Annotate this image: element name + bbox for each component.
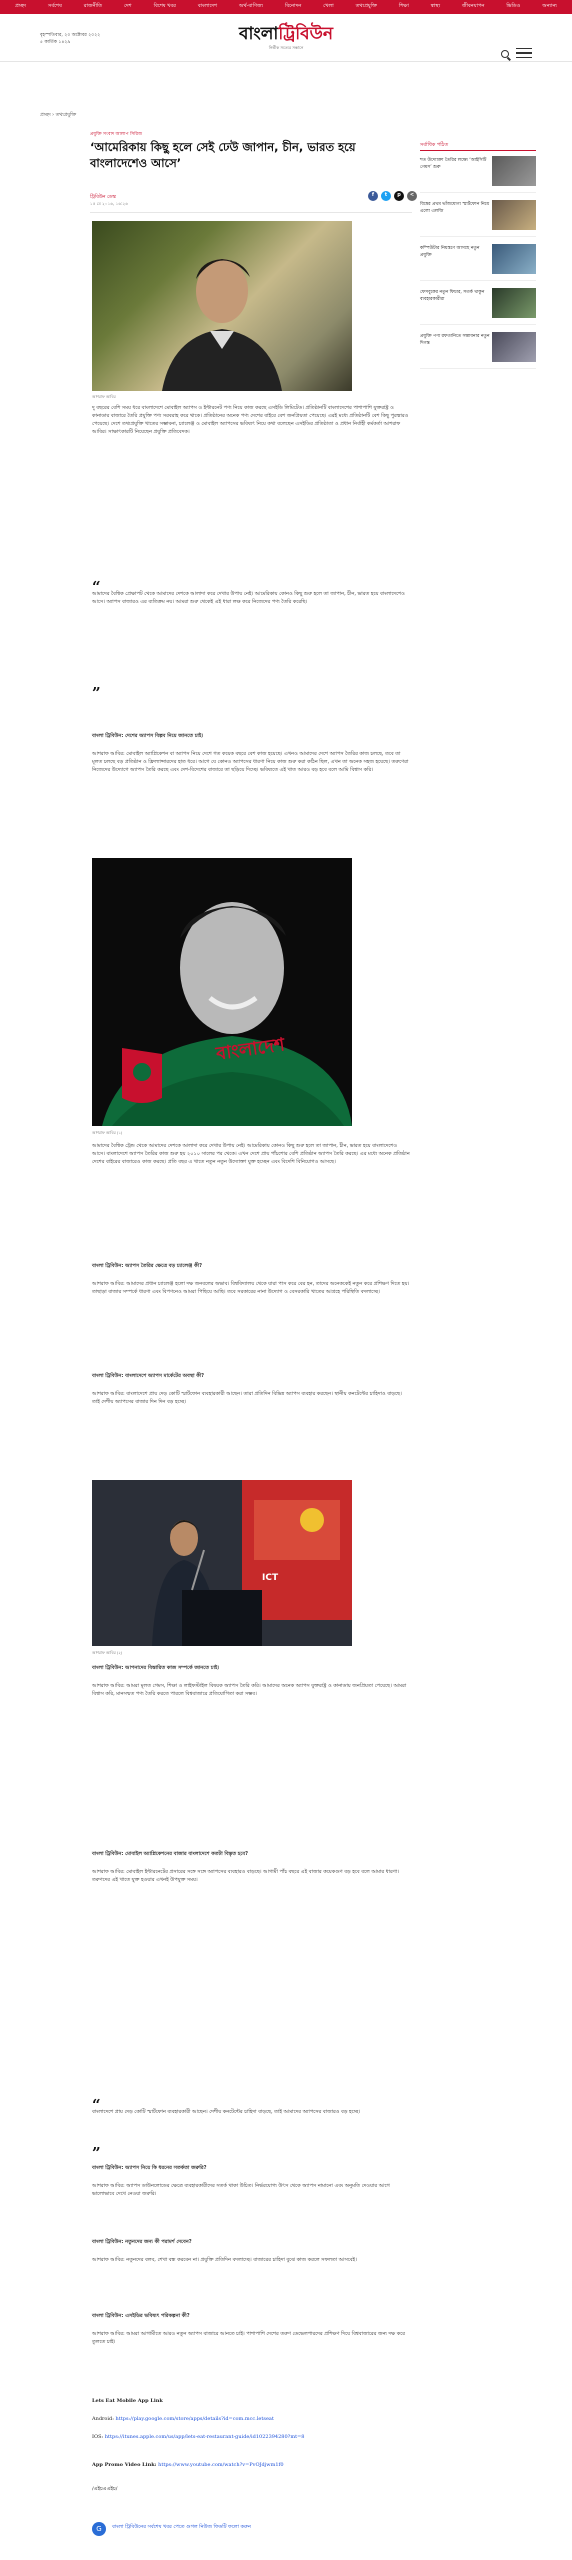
sidebar-news-title[interactable]: ফেসবুকের নতুন ফিচার, সতর্ক থাকুন ব্যবহারকারীরা <box>420 290 485 302</box>
nav-item[interactable]: ভিডিও <box>506 3 521 10</box>
nav-item[interactable]: তথ্যপ্রযুক্তি <box>355 3 377 10</box>
qa-question-6: বাংলা ট্রিবিউন: অ্যাপস নিয়ে কি ধরনের সতর্কতা জরুরি? <box>92 2165 207 2171</box>
divider <box>90 212 412 213</box>
sidebar-news-title[interactable]: বিশ্বের প্রথম ভাঁজযোগ্য স্মার্টফোন নিয়ে এলো এলজি <box>420 202 490 214</box>
article-photo-2 <box>92 858 352 1126</box>
nav-item[interactable]: জীবনযাপন <box>461 3 485 10</box>
date-bangla: ৫ কার্তিক ১৪২৯ <box>40 40 71 46</box>
top-nav <box>0 0 572 14</box>
qa-answer-8: আশরাফ আবির: আমরা আগামীতে আরও নতুন অ্যাপস বাজারে আনতে চাই। পাশাপাশি দেশের তরুণ ডেভেলপারদের প্রশিক্ষণ দিয়ে বিশ্ববাজারের জন্য দক্ষ করে তুলতে চাই। <box>92 2331 405 2346</box>
qa-question-8: বাংলা ট্রিবিউন: এসইডির ভবিষ্যৎ পরিকল্পনা কী? <box>92 2313 190 2319</box>
pull-quote-2: বাংলাদেশে প্রায় দেড় কোটি স্মার্টফোন ব্যবহারকারী আছেন। দেশীয় কনটেন্টের চাহিদা বাড়ছে, তাই আমাদের অ্যাপসের বাজারও বড় হচ্ছে। <box>92 2109 361 2115</box>
quote-open-mark: “ <box>92 578 101 596</box>
sidebar-news-title[interactable]: কম্পিউটার নিয়ন্ত্রণে আসছে নতুন প্রযুক্তি <box>420 246 480 258</box>
sidebar-news-title[interactable]: শত উদ্যোক্তা তৈরির লক্ষ্যে ‘আইসিটি গেমস’ শুরু <box>420 158 487 170</box>
nav-item[interactable]: খেলা <box>323 3 334 10</box>
android-label: Android: <box>92 2416 114 2422</box>
photo-caption-2: আশরাফ আবির (১) <box>92 1130 123 1135</box>
sidebar-news-item[interactable] <box>420 288 536 330</box>
sidebar-thumbnail[interactable] <box>492 200 536 230</box>
nav-item[interactable]: অন্যান্য <box>542 3 557 10</box>
qa-answer-3: আশরাফ আবির: বাংলাদেশে প্রায় দেড় কোটি স্মার্টফোন ব্যবহারকারী আছেন। তারা প্রতিদিন বিভিন্ন অ্যাপস ব্যবহার করছেন। স্থানীয় কনটেন্টের চাহিদাও বাড়ছে। তাই দেশীয় অ্যাপসের বাজার দিন দিন বড় হচ্ছে। <box>92 1391 402 1406</box>
promo-link-row <box>92 2462 410 2470</box>
share-bar <box>368 191 417 201</box>
logo-word-a: বাংলা <box>239 24 279 44</box>
sidebar-thumbnail[interactable] <box>492 156 536 186</box>
quote-close-mark: ” <box>92 684 101 702</box>
photo-caption-3: আশরাফ আবির (২) <box>92 1650 123 1655</box>
sidebar-thumbnail[interactable] <box>492 288 536 318</box>
portrait-illustration <box>92 221 352 391</box>
nav-item[interactable]: অর্থ-বাণিজ্য <box>239 3 263 10</box>
search-icon[interactable] <box>501 50 509 58</box>
qa-question-1: বাংলা ট্রিবিউন: দেশের অ্যাপস বিল্পব নিয়ে জানতে চাই। <box>92 733 204 739</box>
sidebar-thumbnail[interactable] <box>492 332 536 362</box>
nav-item[interactable]: সর্বশেষ <box>48 3 62 10</box>
sidebar-news-item[interactable] <box>420 332 536 374</box>
qa-question-3: বাংলা ট্রিবিউন: বাংলাদেশে অ্যাপস মার্কেটের অবস্থা কী? <box>92 1373 205 1379</box>
ios-link[interactable]: https://itunes.apple.com/us/app/lets-eat-restaurant-guide/id1022394280?mt=8 <box>104 2434 305 2440</box>
article-author[interactable]: ট্রিবিউন ডেস্ক <box>90 195 116 200</box>
nav-item[interactable]: বিশেষ খবর <box>153 3 176 10</box>
android-link[interactable]: https://play.google.com/store/apps/details?id=com.mcc.letseat <box>115 2416 274 2422</box>
quote-close-mark: ” <box>92 2144 101 2162</box>
sidebar-heading: সর্বাধিক পঠিত <box>420 142 449 148</box>
nav-item[interactable]: স্বাস্থ্য <box>430 3 441 10</box>
sidebar-news-item[interactable] <box>420 200 536 242</box>
sidebar-thumbnail[interactable] <box>492 244 536 274</box>
nav-item[interactable]: রাজনীতি <box>83 3 103 10</box>
android-link-row <box>92 2416 410 2424</box>
qa-answer-2: আশরাফ আবির: আমাদের প্রধান চ্যালেঞ্জ হলো দক্ষ জনবলের অভাব। বিশ্ববিদ্যালয় থেকে যারা পাস করে বের হন, তাদের অনেককেই নতুন করে প্রশিক্ষণ দিতে হয়। তাছাড়া বাজার সম্পর্কে ধারণা এবং বিপণনেও আমরা পিছিয়ে আছি। তবে সরকারের নানা উদ্যোগ ও বেসরকারি খাতের আগ্রহে পরিস্থিতি বদলাচ্ছে। <box>92 1281 410 1296</box>
pull-quote-1: আমাদের বৈশ্বিক প্রেক্ষাপট থেকে আমাদের দেশকে আলাদা করে দেখার উপায় নেই। আমেরিকায় কোনও কিছু শুরু হলে তা জাপান, চীন, ভারত হয়ে বাংলাদেশেও আসে। অ্যাপস বাজারও এর ব্যতিক্রম নয়। আমরা শুরু থেকেই এই ধারা লক্ষ করে নিজেদের পণ্য তৈরি করেছি। <box>92 591 405 606</box>
ios-link-row <box>92 2434 410 2442</box>
nav-item[interactable]: দেশ <box>124 3 132 10</box>
header-date <box>40 32 100 47</box>
ios-label: IOS: <box>92 2434 104 2440</box>
share-icon[interactable]: < <box>407 191 417 201</box>
qa-question-2: বাংলা ট্রিবিউন: অ্যাপস তৈরির ক্ষেত্রে বড় চ্যালেঞ্জ কী? <box>92 1263 202 1269</box>
sidebar-news-item[interactable] <box>420 156 536 198</box>
qa-question-7: বাংলা ট্রিবিউন: নতুনদের জন্য কী পরামর্শ দেবেন? <box>92 2239 192 2245</box>
event-banner-lettering: ICT <box>262 1573 279 1583</box>
qa-answer-4: আশরাফ আবির: আমরা মূলত গেমস, শিক্ষা ও লাইফস্টাইল বিষয়ক অ্যাপস তৈরি করি। আমাদের অনেক অ্যাপস যুক্তরাষ্ট্র ও কানাডায় জনপ্রিয়তা পেয়েছে। আমরা বিশ্বাস করি, মানসম্মত পণ্য তৈরি করতে পারলে বিশ্ববাজারে প্রতিযোগিতা করা সম্ভব। <box>92 1683 407 1698</box>
event-stage-illustration <box>92 1480 352 1646</box>
article-title: ‘আমেরিকায় কিছু হলে সেই ঢেউ জাপান, চীন, ভারত হয়ে বাংলাদেশেও আসে’ <box>90 140 356 170</box>
qa-answer-1: আশরাফ আবির: মোবাইল অ্যাপ্লিকেশন বা অ্যাপস নিয়ে দেশে গত কয়েক বছরে বেশ কাজ হয়েছে। এখনও আমাদের দেশে অ্যাপস তৈরির কাজ চলছে, তবে তা মূলত চলছে বড় প্রতিষ্ঠান ও ফ্রিল্যান্সারদের হাত ধরে। আগে যে কোনও অ্যাপসের ধারণা নিয়ে কাজ শুরু করা কঠিন ছিল, এখন তা অনেক সহজ হয়েছে। তরুণেরা নিজেদের উদ্যোগে অ্যাপস তৈরি করছে এবং দেশ-বিদেশের বাজারে তা ছড়িয়ে দিচ্ছে। ভবিষ্যতে এই খাত আরও বড় হবে বলে আমি বিশ্বাস করি। <box>92 751 409 774</box>
nav-item[interactable]: শিক্ষা <box>398 3 409 10</box>
article-end-mark: /এইচএএইচ/ <box>92 2486 118 2492</box>
qa-answer-5: আশরাফ আবির: মোবাইল ইন্টারনেটের প্রসারের সঙ্গে সঙ্গে অ্যাপসের ব্যবহারও বাড়ছে। আগামী পাঁচ বছরে এই বাজার কয়েকগুণ বড় হবে বলে আমার ধারণা। তরুণদের এই খাতে যুক্ত হওয়ার এখনই উপযুক্ত সময়। <box>92 1869 399 1884</box>
body-paragraph-2: আমাদের বৈশ্বিক ট্রেন্ড থেকে আমাদের দেশকে আলাদা করে দেখার উপায় নেই। আমেরিকায় কোনও কিছু শুরু হলে তা জাপান, চীন, ভারত হয়ে বাংলাদেশেও আসে। বাংলাদেশে অ্যাপস তৈরির কাজ শুরু হয় ২০১০ সালের পর থেকে। এখন দেশে প্রায় পাঁচশোর বেশি প্রতিষ্ঠান অ্যাপস তৈরি করছে। এর মধ্যে অনেক প্রতিষ্ঠান দেশের বাইরের বাজারেও কাজ করছে। প্রতি বছর এ খাতে নতুন নতুন উদ্যোক্তা যুক্ত হচ্ছেন এবং বিদেশি বিনিয়োগও আসছে। <box>92 1143 410 1166</box>
qa-question-4: বাংলা ট্রিবিউন: আপনাদের বিস্তারিত কাজ সম্পর্কে জানতে চাই। <box>92 1665 220 1671</box>
google-news-icon: G <box>92 2522 106 2536</box>
article-kicker[interactable]: প্রযুক্তি সংবাদ আলাপ সিরিজ <box>90 132 142 137</box>
quote-open-mark: “ <box>92 2096 101 2114</box>
article-photo-1 <box>92 221 352 391</box>
qa-answer-6: আশরাফ আবির: অ্যাপস ডাউনলোডের ক্ষেত্রে ব্যবহারকারীদের সতর্ক থাকা উচিত। নির্ভরযোগ্য উৎস থেকে অ্যাপস নামানো এবং অনুমতি দেওয়ার আগে ভালোভাবে দেখে নেওয়া জরুরি। <box>92 2183 390 2198</box>
sidebar-news-title[interactable]: প্রযুক্তি পণ্য রফতানিতে সম্ভাবনার নতুন দিগন্ত <box>420 334 490 346</box>
article-photo-3 <box>92 1480 352 1646</box>
follow-text: বাংলা ট্রিবিউনের সর্বশেষ খবর পেতে গুগল নিউজ ফিডটি ফলো করুন <box>112 2524 251 2530</box>
twitter-share-icon[interactable]: t <box>381 191 391 201</box>
jersey-lettering: বাংলাদেশ <box>214 1034 287 1065</box>
breadcrumb[interactable]: প্রচ্ছদ › তথ্যপ্রযুক্তি <box>40 113 77 118</box>
promo-label: App Promo Video Link: <box>92 2462 157 2468</box>
nav-item[interactable]: বিনোদন <box>284 3 302 10</box>
article-date: ১৫ মে ২০১৬, ১৬:২৬ <box>90 201 128 206</box>
intro-paragraph: দু বছরের বেশি সময় ধরে বাংলাদেশে মোবাইল অ্যাপস ও ইন্টারনেট পণ্য নিয়ে কাজ করছে এসইডি লিমিটেড। প্রতিষ্ঠানটি বাংলাদেশের পাশাপাশি যুক্তরাষ্ট্র ও কানাডার বাজারে তৈরি প্রযুক্তি পণ্য সরবরাহ করে থাকে। প্রতিষ্ঠানের অনেক পণ্য দেশের বাইরে বেশ জনপ্রিয়তা পেয়েছে। এরই মধ্যে প্রতিষ্ঠানটি বেশ কিছু পুরস্কারও পেয়েছে। দেশে তথ্যপ্রযুক্তি খাতের সম্ভাবনা, চ্যালেঞ্জ ও মোবাইল অ্যাপসের ভবিষ্যৎ নিয়ে কথা বলেছেন এসইডির প্রতিষ্ঠাতা ও প্রধান নির্বাহী কর্মকর্তা আশরাফ আবির। সাক্ষাৎকারটি নিয়েছেন প্রযুক্তি প্রতিবেদক। <box>92 405 409 436</box>
date-gregorian: বৃহস্পতিবার, ২০ অক্টোবর ২০২২ <box>40 33 101 38</box>
hamburger-menu-icon[interactable] <box>516 48 532 59</box>
qa-question-5: বাংলা ট্রিবিউন: মোবাইল অ্যাপ্লিকেশনের বাজার বাংলাদেশে কতটা বিস্তৃত হবে? <box>92 1851 249 1857</box>
site-header <box>0 14 572 62</box>
sidebar-news-item[interactable] <box>420 244 536 286</box>
nav-item[interactable]: প্রচ্ছদ <box>14 3 27 10</box>
nav-item[interactable]: বাংলাদেশ <box>197 3 218 10</box>
site-logo[interactable] <box>226 26 346 51</box>
logo-word-b: ট্রিবিউন <box>278 24 333 44</box>
app-links-title: Lets Eat Mobile App Link <box>92 2398 163 2404</box>
google-news-follow[interactable] <box>92 2522 410 2548</box>
sidebar-rule <box>420 150 536 151</box>
portrait-jersey-illustration <box>92 858 352 1126</box>
photo-caption-1: আশরাফ আবির <box>92 394 116 399</box>
qa-answer-7: আশরাফ আবির: নতুনদের বলব, শেখা বন্ধ করবেন না। প্রযুক্তি প্রতিদিন বদলাচ্ছে। বাজারের চাহিদা বুঝে কাজ করলে সফলতা আসবেই। <box>92 2257 357 2263</box>
logo-tagline: নির্ভীক সত্যের সন্ধানে <box>268 45 304 50</box>
facebook-share-icon[interactable]: f <box>368 191 378 201</box>
promo-video-link[interactable]: https://www.youtube.com/watch?v=PvOJdjwm1f0 <box>158 2462 284 2468</box>
print-icon[interactable]: p <box>394 191 404 201</box>
